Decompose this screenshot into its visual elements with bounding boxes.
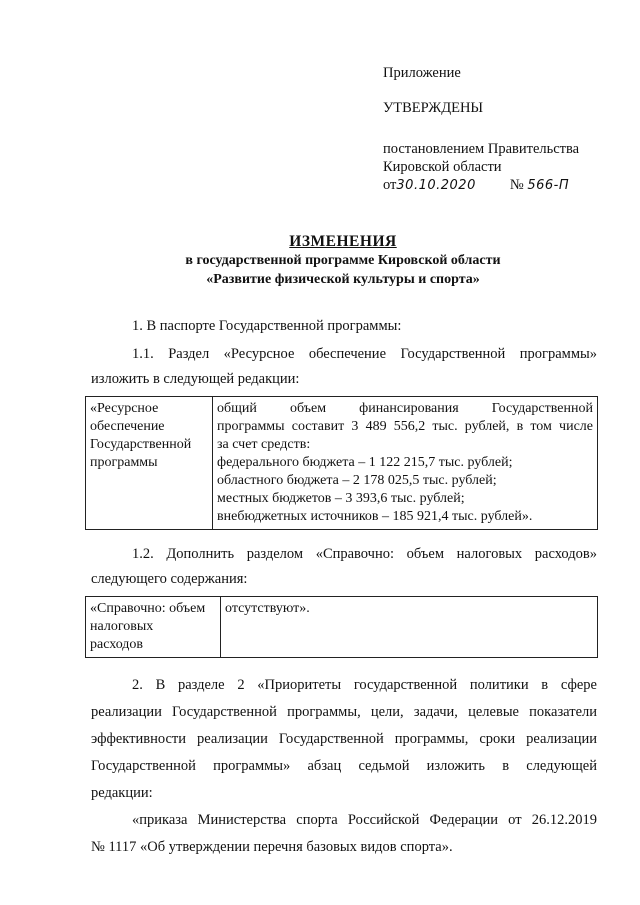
section-2-line: 2. В разделе 2 «Приоритеты государственной политики в сфере <box>132 677 597 693</box>
section-1-2-line-1: 1.2. Дополнить разделом «Справочно: объем налоговых расходов» <box>132 546 597 562</box>
extrabudgetary-line: внебюджетных источников – 185 921,4 тыс. рублей». <box>217 509 533 524</box>
funding-total-line: общий объем финансирования Государственной <box>217 401 593 416</box>
section-2-line: реализации Государственной программы, цели, задачи, целевые показатели <box>91 704 597 720</box>
approval-block <box>383 64 623 195</box>
section-2-line: редакции: <box>91 785 153 801</box>
resource-table-left-cell <box>86 397 213 530</box>
approved-label: УТВЕРЖДЕНЫ <box>383 100 484 116</box>
funding-sources-label: за счет средств: <box>217 437 311 452</box>
tax-left-line: налоговых <box>90 619 154 634</box>
number-prefix: № <box>509 177 524 193</box>
section-1-1-line-1: 1.1. Раздел «Ресурсное обеспечение Государственной программы» <box>132 346 597 362</box>
handwritten-number: 566-П <box>527 178 570 193</box>
quote-line-2: № 1117 «Об утверждении перечня базовых видов спорта». <box>91 839 453 855</box>
date-number-line <box>383 176 623 195</box>
handwritten-date: 30.10.2020 <box>396 178 476 193</box>
funding-total-line-2: программы составит 3 489 556,2 тыс. рублей, в том числе <box>217 419 593 434</box>
section-1-2-line-2: следующего содержания: <box>91 571 248 587</box>
section-1-heading: 1. В паспорте Государственной программы: <box>132 318 402 334</box>
tax-expenditure-table <box>85 596 598 658</box>
tax-left-line: расходов <box>90 637 144 652</box>
tax-table-right-cell <box>221 597 598 658</box>
section-2-paragraph <box>91 672 597 861</box>
section-2-line: эффективности реализации Государственной программы, сроки реализации <box>91 731 597 747</box>
table-row <box>86 397 598 530</box>
title-line-2: в государственной программе Кировской области <box>185 253 501 268</box>
section-2-line: Государственной программы» абзац седьмой изложить в следующей <box>91 758 597 774</box>
title-main: ИЗМЕНЕНИЯ <box>289 233 397 250</box>
resource-table <box>85 396 598 530</box>
appendix-label: Приложение <box>383 65 461 81</box>
resource-left-line: программы <box>90 455 158 470</box>
resource-left-line: «Ресурсное <box>90 401 159 416</box>
section-1-1-line-2: изложить в следующей редакции: <box>91 371 300 387</box>
tax-value: отсутствуют». <box>225 601 310 616</box>
tax-table-left-cell <box>86 597 221 658</box>
resource-left-line: Государственной <box>90 437 192 452</box>
regional-budget-line: областного бюджета – 2 178 025,5 тыс. рублей; <box>217 473 497 488</box>
local-budget-line: местных бюджетов – 3 393,6 тыс. рублей; <box>217 491 465 506</box>
quote-line-1: «приказа Министерства спорта Российской Федерации от 26.12.2019 <box>132 812 597 828</box>
resource-table-right-cell <box>213 397 598 530</box>
resolution-line-2: Кировской области <box>383 159 502 175</box>
title-line-3: «Развитие физической культуры и спорта» <box>206 272 480 287</box>
table-row <box>86 597 598 658</box>
federal-budget-line: федерального бюджета – 1 122 215,7 тыс. рублей; <box>217 455 513 470</box>
date-prefix: от <box>383 177 397 193</box>
resource-left-line: обеспечение <box>90 419 165 434</box>
document-title <box>90 232 596 289</box>
tax-left-line: «Справочно: объем <box>90 601 206 616</box>
resolution-line-1: постановлением Правительства <box>383 141 580 157</box>
